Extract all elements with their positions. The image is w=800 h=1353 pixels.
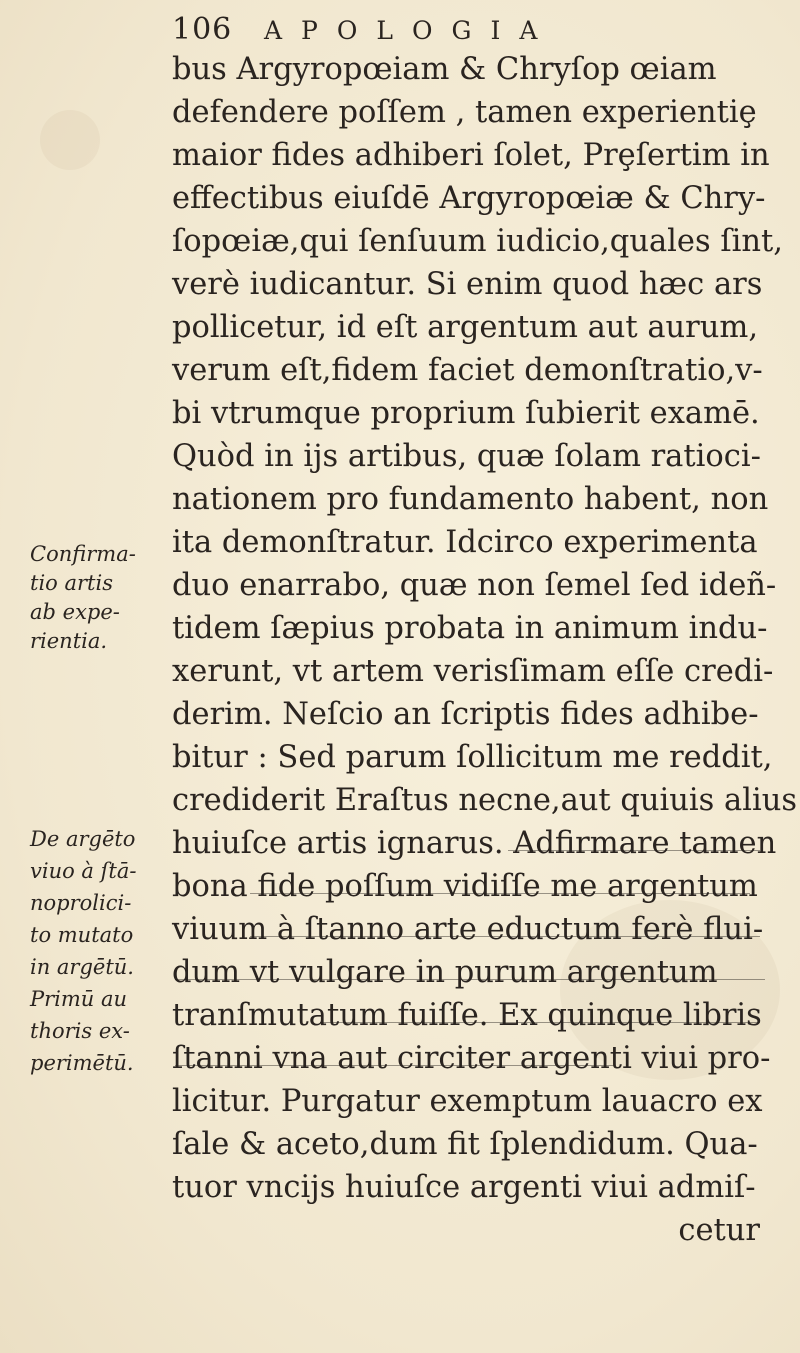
running-title: APOLOGIA xyxy=(264,16,557,45)
margin-note-line: noprolici- xyxy=(30,891,132,915)
text-line: xerunt, vt artem verisſimam eſſe credi- xyxy=(172,654,774,689)
text-line: viuum à ſtanno arte eductum ferè flui- xyxy=(172,912,764,947)
ink-underline xyxy=(508,850,760,851)
margin-note-line: Confirma- xyxy=(30,542,136,566)
text-line: crediderit Eraſtus necne,aut quiuis alius xyxy=(172,783,798,818)
margin-note-line: Primū au xyxy=(30,987,128,1011)
text-line: licitur. Purgatur exemptum lauacro ex xyxy=(172,1084,763,1119)
margin-note-line: thoris ex- xyxy=(30,1019,130,1043)
text-line: ſtanni vna aut circiter argenti viui pro- xyxy=(172,1041,771,1076)
margin-note-line: ab expe- xyxy=(30,600,120,624)
text-line: nationem pro fundamento habent, non xyxy=(172,482,769,517)
text-line: huiuſce artis ignarus. Adfirmare tamen xyxy=(172,826,777,861)
text-line: pollicetur, id eſt argentum aut aurum, xyxy=(172,310,759,345)
margin-note-line: to mutato xyxy=(30,923,134,947)
text-line: effectibus eiuſdē Argyropœiæ & Chry- xyxy=(172,181,766,216)
main-text-block xyxy=(172,48,798,1252)
ink-underline xyxy=(250,936,760,937)
page-header xyxy=(172,6,732,52)
text-line: bona fide poſſum vidiſſe me argentum xyxy=(172,869,758,904)
text-line: verum eſt,fidem faciet demonſtratio,v- xyxy=(172,353,763,388)
text-line: tidem ſæpius probata in animum indu- xyxy=(172,611,768,646)
ink-underline xyxy=(175,1065,615,1066)
text-line: ita demonſtratur. Idcirco experimenta xyxy=(172,525,758,560)
text-line: defendere poſſem , tamen experientiȩ xyxy=(172,95,757,130)
margin-note-line: rientia. xyxy=(30,629,108,653)
text-line: bus Argyropœiam & Chryſop œiam xyxy=(172,52,717,87)
text-line: bi vtrumque proprium ſubierit examē. xyxy=(172,396,760,431)
text-line: tuor vncijs huiuſce argenti viui admiſ- xyxy=(172,1170,756,1205)
text-line: dum vt vulgare in purum argentum xyxy=(172,955,718,990)
text-line: duo enarrabo, quæ non ſemel ſed ideñ- xyxy=(172,568,777,603)
margin-note-line: tio artis xyxy=(30,571,113,595)
margin-note-line: De argēto xyxy=(30,827,136,851)
page-number: 106 xyxy=(172,12,233,47)
text-line: verè iudicantur. Si enim quod hæc ars xyxy=(172,267,763,302)
margin-note-line: perimētū. xyxy=(30,1051,134,1075)
text-line: bitur : Sed parum ſollicitum me reddit, xyxy=(172,740,773,775)
margin-note-line: in argētū. xyxy=(30,955,134,979)
text-line: Quòd in ijs artibus, quæ ſolam ratioci- xyxy=(172,439,761,474)
margin-note-quicksilver xyxy=(30,823,172,1079)
catchword: cetur xyxy=(678,1213,760,1248)
text-line: ſopœiæ,qui ſenſuum iudicio,quales ſint, xyxy=(172,224,783,259)
paper-stain xyxy=(40,110,100,170)
ink-underline xyxy=(175,979,765,980)
ink-underline xyxy=(320,1022,760,1023)
text-line: derim. Neſcio an ſcriptis fides adhibe- xyxy=(172,697,759,732)
text-line: maior fides adhiberi ſolet, Prȩſertim in xyxy=(172,138,770,173)
text-line: tranſmutatum fuiſſe. Ex quinque libris xyxy=(172,998,762,1033)
text-line: ſale & aceto,dum fit ſplendidum. Qua- xyxy=(172,1127,758,1162)
margin-note-confirmation xyxy=(30,540,172,656)
margin-note-line: viuo à ſtā- xyxy=(30,859,137,883)
ink-underline xyxy=(250,893,750,894)
